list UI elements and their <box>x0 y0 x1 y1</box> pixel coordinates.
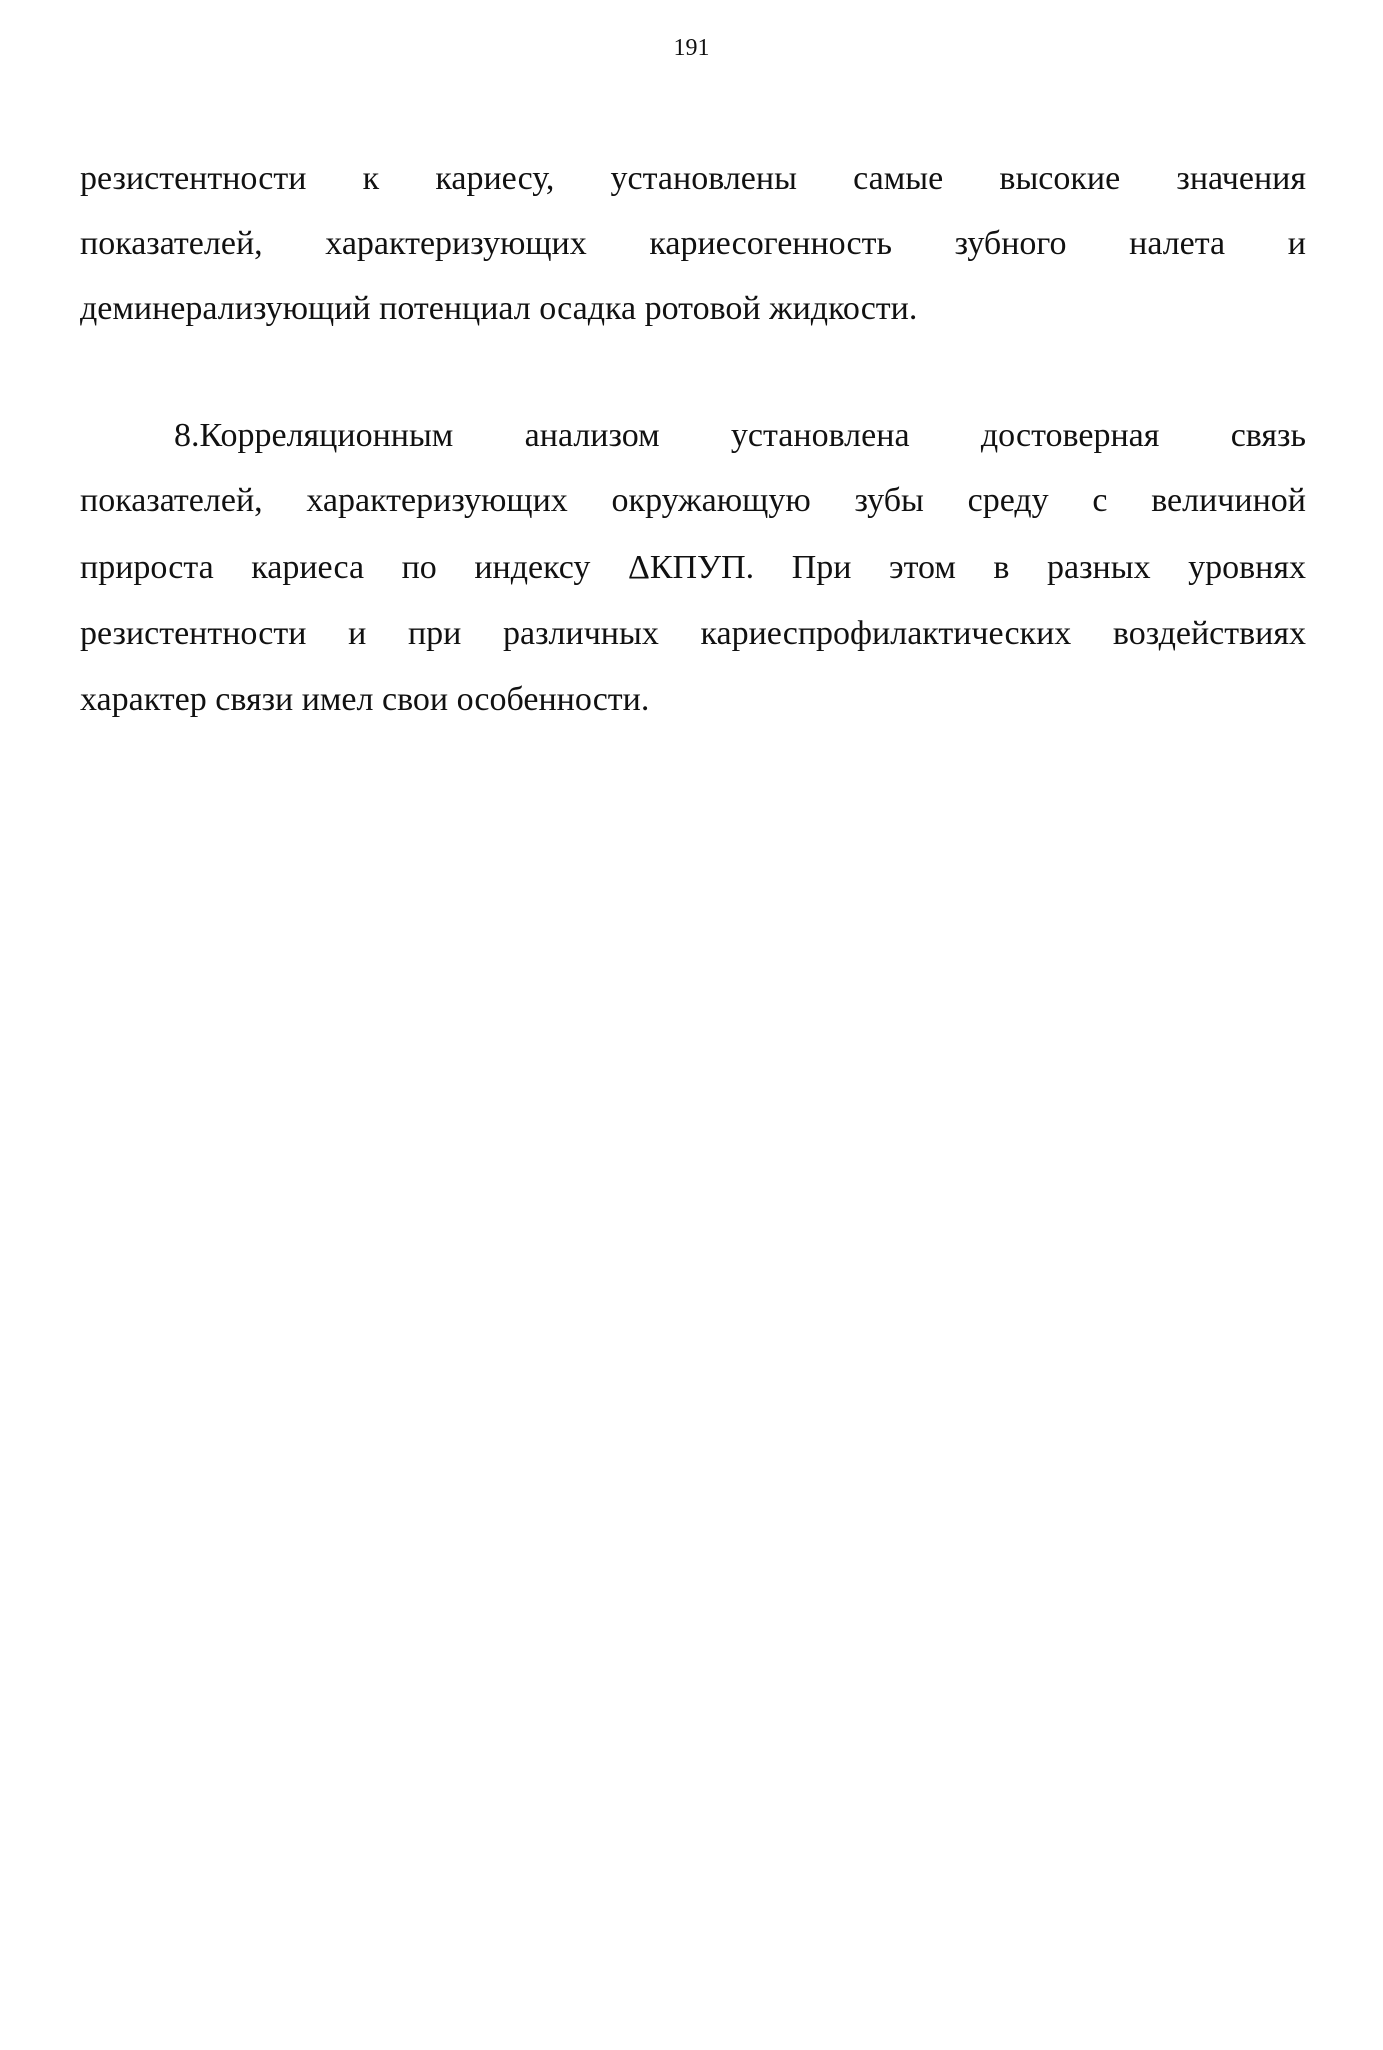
paragraph-1-line-1: резистентности к кариесу, установлены самые высокие значения <box>80 160 1306 197</box>
page-number: 191 <box>673 35 710 61</box>
paragraph-1-line-2: показателей, характеризующих кариесогенность зубного налета и <box>80 225 1306 262</box>
paragraph-2-line-2: показателей, характеризующих окружающую зубы среду с величиной <box>80 482 1306 519</box>
paragraph-2-line-4: резистентности и при различных кариеспрофилактических воздействиях <box>80 615 1306 652</box>
paragraph-2-line-3: прироста кариеса по индексу ΔКПУП. При этом в разных уровнях <box>80 549 1306 586</box>
paragraph-1-line-3: деминерализующий потенциал осадка ротовой жидкости. <box>80 290 918 327</box>
paragraph-2-line-5: характер связи имел свои особенности. <box>80 681 650 718</box>
paragraph-2-line-1: 8.Корреляционным анализом установлена достоверная связь <box>174 417 1306 454</box>
